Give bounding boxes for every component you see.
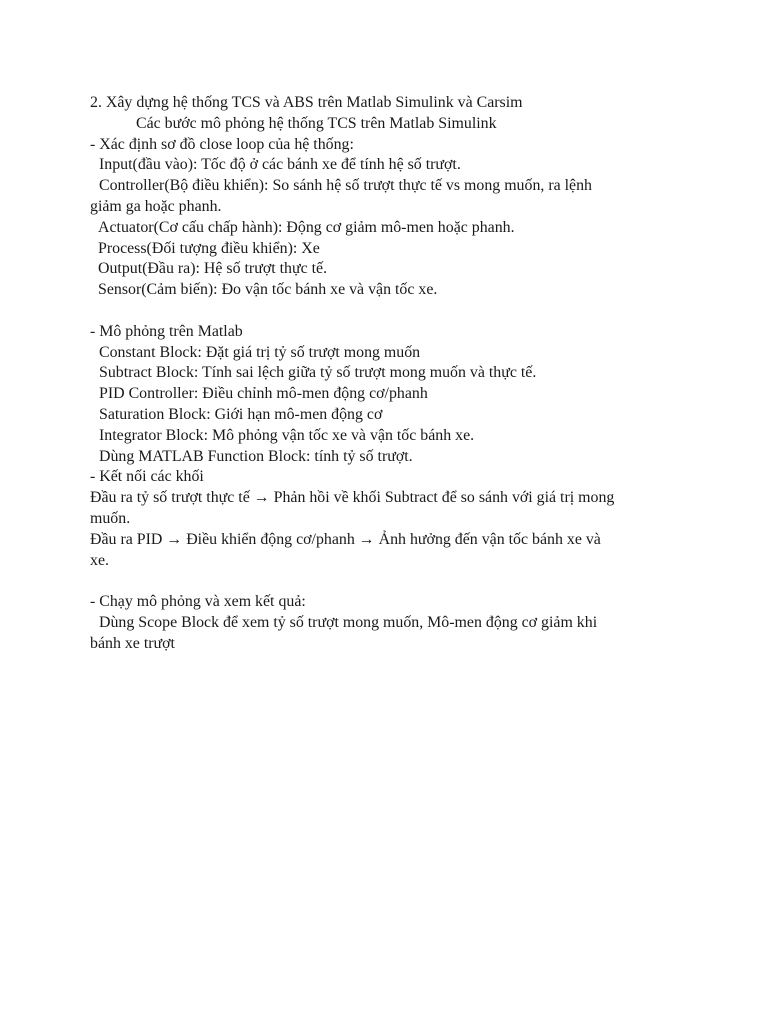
scope-line-cont: bánh xe trượt <box>90 634 175 652</box>
controller-line-cont: giảm ga hoặc phanh. <box>90 197 222 215</box>
subtract-block-line: Subtract Block: Tính sai lệch giữa tỷ số trượt mong muốn và thực tế. <box>99 364 537 382</box>
section3-heading: - Kết nối các khối <box>90 468 204 486</box>
output-line: Output(Đầu ra): Hệ số trượt thực tế. <box>98 260 328 278</box>
sensor-line: Sensor(Cảm biến): Đo vận tốc bánh xe và vận tốc xe. <box>98 281 438 299</box>
integrator-block-line: Integrator Block: Mô phỏng vận tốc xe và vận tốc bánh xe. <box>99 426 475 444</box>
connection-line-2: Đầu ra PID → Điều khiển động cơ/phanh → Ảnh hưởng đến vận tốc bánh xe và <box>90 530 601 548</box>
actuator-line: Actuator(Cơ cấu chấp hành): Động cơ giảm mô-men hoặc phanh. <box>98 218 515 236</box>
document-subtitle: Các bước mô phỏng hệ thống TCS trên Matlab Simulink <box>136 114 497 132</box>
connection-line-1-cont: muốn. <box>90 509 131 527</box>
input-line: Input(đầu vào): Tốc độ ở các bánh xe để tính hệ số trượt. <box>99 156 461 174</box>
section1-heading: - Xác định sơ đồ close loop của hệ thống: <box>90 135 354 153</box>
section4-heading: - Chạy mô phỏng và xem kết quả: <box>90 593 306 611</box>
controller-line: Controller(Bộ điều khiển): So sánh hệ số trượt thực tế vs mong muốn, ra lệnh <box>99 177 593 195</box>
scope-line: Dùng Scope Block để xem tỷ số trượt mong muốn, Mô-men động cơ giảm khi <box>99 613 598 631</box>
saturation-block-line: Saturation Block: Giới hạn mô-men động cơ <box>99 405 383 423</box>
process-line: Process(Đối tượng điều khiển): Xe <box>98 239 320 257</box>
document-title: 2. Xây dựng hệ thống TCS và ABS trên Matlab Simulink và Carsim <box>90 94 523 111</box>
pid-controller-line: PID Controller: Điều chỉnh mô-men động cơ/phanh <box>99 385 428 403</box>
section2-heading: - Mô phỏng trên Matlab <box>90 322 243 340</box>
constant-block-line: Constant Block: Đặt giá trị tỷ số trượt mong muốn <box>99 343 421 361</box>
connection-line-2-cont: xe. <box>90 551 109 569</box>
matlab-function-line: Dùng MATLAB Function Block: tính tỷ số trượt. <box>99 447 413 465</box>
blank-line <box>90 301 680 322</box>
blank-line <box>90 571 680 592</box>
connection-line-1: Đầu ra tỷ số trượt thực tế → Phản hồi về khối Subtract để so sánh với giá trị mong <box>90 489 615 507</box>
